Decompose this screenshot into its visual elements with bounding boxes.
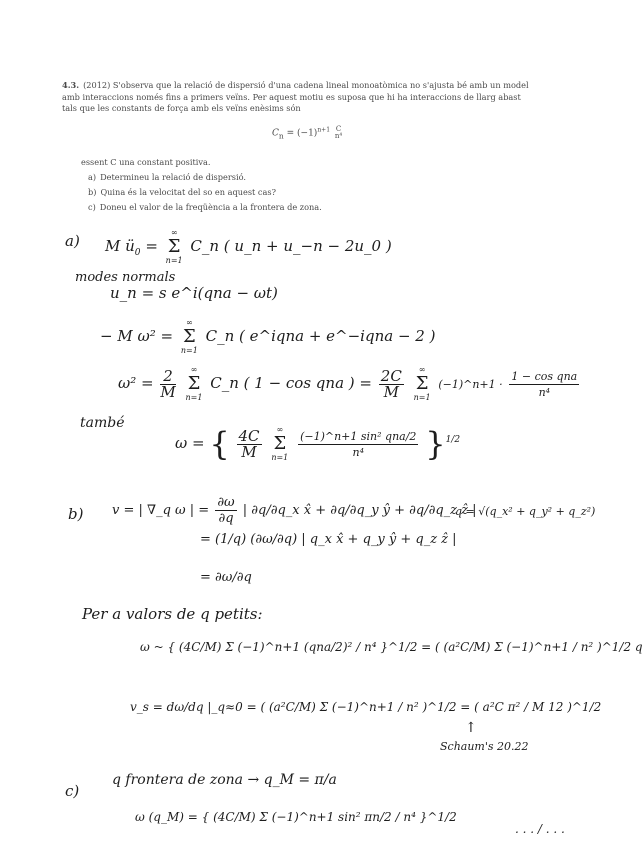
question-item: b) Quina és la velocitat del so en aquest cas? [88,187,276,197]
zone-boundary-frequency: ω (q_M) = { (4C/M) Σ (−1)^n+1 sin² πn/2 / n⁴ }^1/2 [135,810,457,824]
problem-statement [62,80,532,115]
part-c-label: c) [65,782,80,800]
part-b-label: b) [68,505,84,523]
q-magnitude-definition: q = √(q_x² + q_y² + q_z²) [455,505,596,518]
normal-modes-label: modes normals [75,270,176,285]
question-list [88,170,322,215]
question-item: a) Determineu la relació de dispersió. [88,172,246,182]
sound-velocity-step-2: = (1/q) (∂ω/∂q) | q_x x̂ + q_y ŷ + q_z ẑ | [200,532,457,547]
problem-number: 4.3. [62,80,80,90]
question-item: c) Doneu el valor de la freqüència a la frontera de zona. [88,202,322,212]
sound-velocity-step-3: = ∂ω/∂q [200,570,252,585]
zone-boundary-definition: q frontera de zona → q_M = π/a [112,772,337,788]
schaum-reference: Schaum's 20.22 [440,740,529,753]
constant-description: essent C una constant positiva. [81,157,211,167]
sound-velocity-result: v_s = dω/dq |_q≈0 = ( (a²C/M) Σ (−1)^n+1 / n² )^1/2 = ( a²C π² / M 12 )^1/2 [130,700,602,714]
reference-arrow: ↑ [465,720,477,736]
dispersion-step-2: ω² = $\frac{2}{M}$ ∞ Σ n=1 C_n ( 1 − cos qna ) = $\frac{2C}{M}$ ∞ Σ n=1 (−1)^n+1 · 1 − cos qna n⁴ [118,365,578,402]
dispersion-step-1: − M ω² = ∞ Σ n=1 C_n ( e^iqna + e^−iqna − 2 ) [100,318,436,355]
continued-mark: . . . / . . . [515,822,565,836]
sound-velocity-gradient: v = | ∇_q ω | = $\frac{\partial\omega}{\partial q}$ | ∂q/∂q_x x̂ + ∂q/∂q_y ŷ + ∂q/∂q_z ẑ | [112,495,477,526]
small-q-label: Per a valors de q petits: [82,605,263,623]
part-a-label: a) [65,232,80,250]
small-q-dispersion: ω ~ { (4C/M) Σ (−1)^n+1 (qna/2)² / n⁴ }^1/2 = ( (a²C/M) Σ (−1)^n+1 / n² )^1/2 q [140,640,643,654]
tambe-label: també [80,415,125,431]
force-constant-formula: $C_n = (-1)^{n+1}$ C n⁴ [272,125,343,141]
equation-of-motion: M $ü_0$ = ∞ Σ n=1 C_n ( u_n + u_−n − 2u_0 ) [105,228,392,265]
normal-mode-equation: u_n = s e^i(qna − ωt) [110,284,278,302]
dispersion-relation: ω = { $\frac{4C}{M}$ ∞ Σ n=1 (−1)^n+1 sin² qna/2 n⁴ }$^{1/2}$ [175,425,461,463]
problem-text: (2012) S'observa que la relació de dispersió d'una cadena lineal monoatòmica no s'ajusta bé amb un model amb interaccions només fins a primers veïns. Per aquest motiu es suposa que hi ha interaccions de llarg abast tals que les constants de força amb els veïns enèsims són [62,80,529,113]
